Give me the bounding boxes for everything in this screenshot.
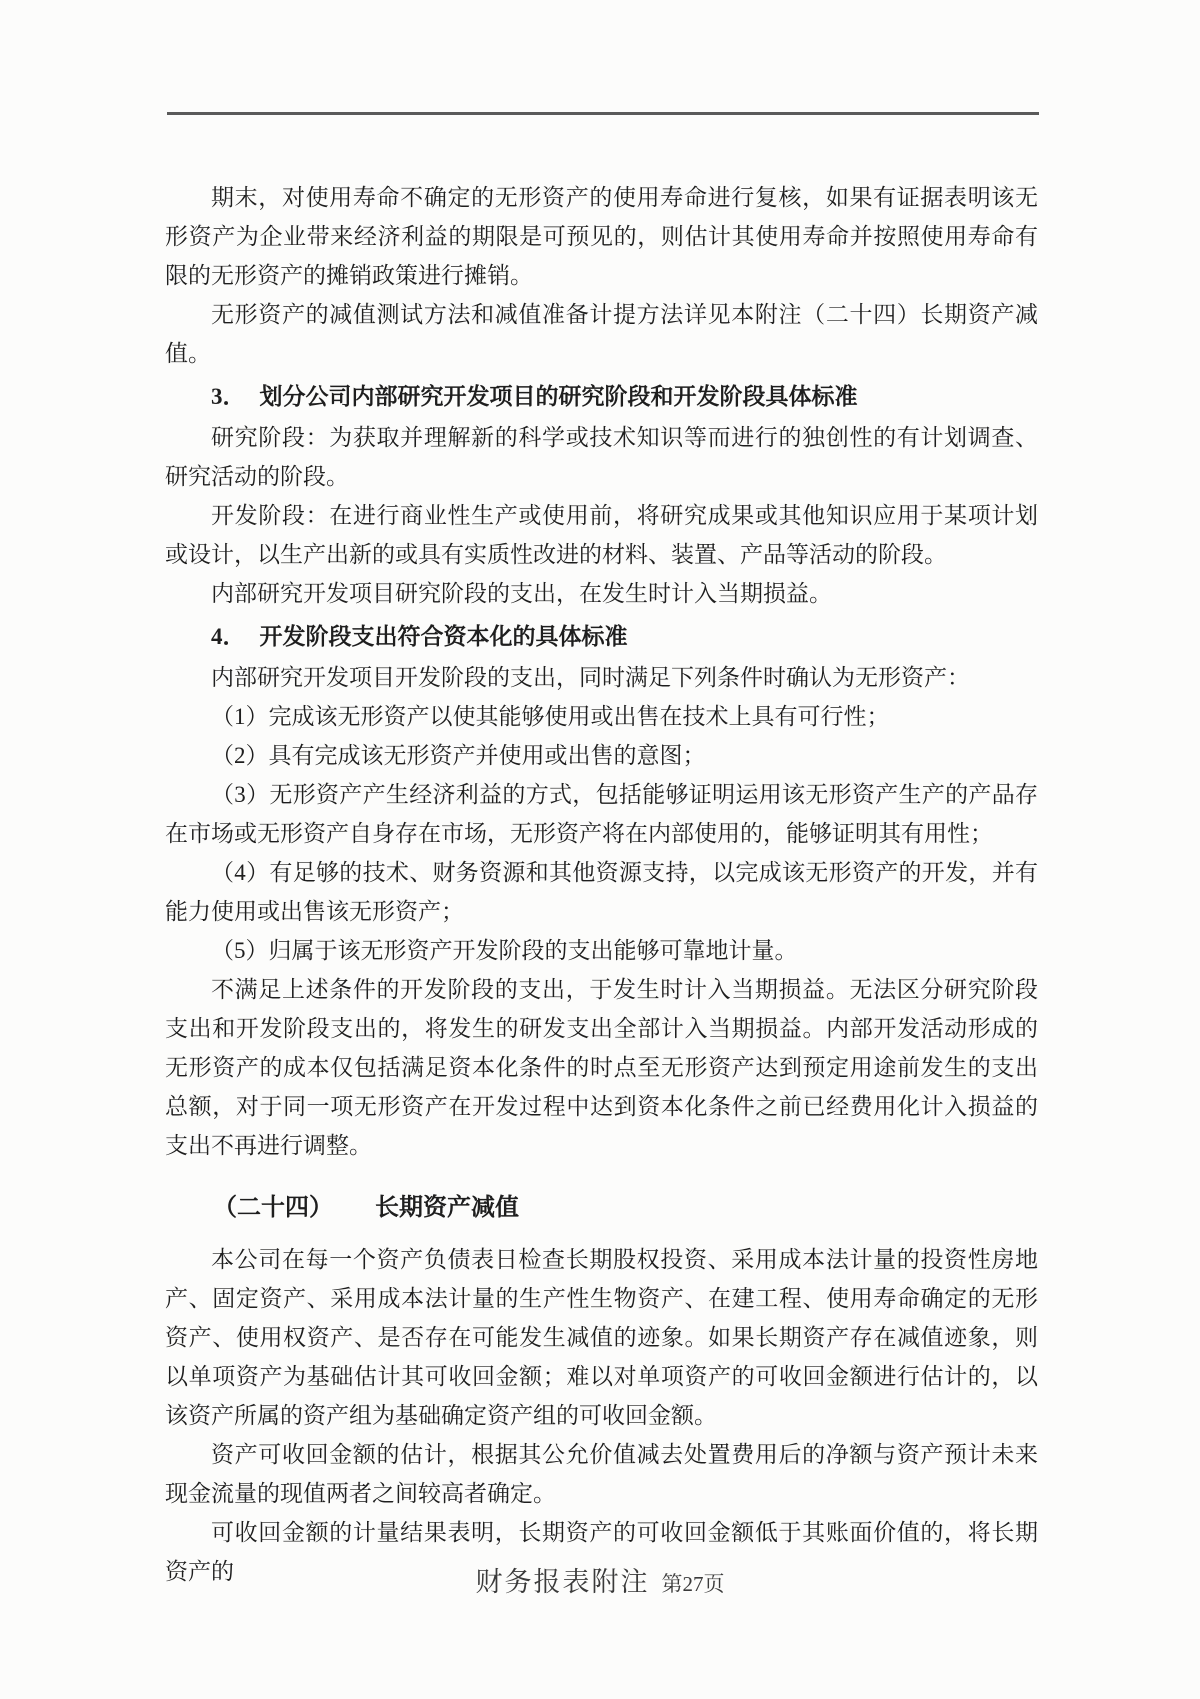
condition-item-1: （1）完成该无形资产以使其能够使用或出售在技术上具有可行性；: [211, 704, 890, 729]
paragraph-capitalization-intro: 内部研究开发项目开发阶段的支出，同时满足下列条件时确认为无形资产：: [211, 665, 970, 690]
paragraph-amortization-review: 期末，对使用寿命不确定的无形资产的使用寿命进行复核，如果有证据表明该无形资产为企业带来经济利益的期限是可预见的，则估计其使用寿命并按照使用寿命有限的无形资产的摊销政策进行摊销。: [165, 185, 1038, 288]
condition-item-4: （4）有足够的技术、财务资源和其他资源支持，以完成该无形资产的开发，并有能力使用或出售该无形资产；: [165, 860, 1038, 924]
paragraph-impairment-reference: 无形资产的减值测试方法和减值准备计提方法详见本附注（二十四）长期资产减值。: [165, 302, 1038, 366]
footer-page-number: 第27页: [661, 1572, 725, 1596]
section-heading-24: [165, 1189, 1038, 1228]
condition-item-3: （3）无形资产产生经济利益的方式，包括能够证明运用该无形资产生产的产品存在市场或无形资产自身存在市场，无形资产将在内部使用的，能够证明其有用性；: [165, 782, 1038, 846]
paragraph-development-stage: 开发阶段：在进行商业性生产或使用前，将研究成果或其他知识应用于某项计划或设计，以生产出新的或具有实质性改进的材料、装置、产品等活动的阶段。: [165, 503, 1038, 567]
header-rule: [167, 112, 1039, 115]
heading-item-3-number: 3．: [211, 384, 246, 409]
condition-item-5: （5）归属于该无形资产开发阶段的支出能够可靠地计量。: [211, 938, 798, 963]
heading-item-4-title: 开发阶段支出符合资本化的具体标准: [259, 624, 628, 649]
page-footer: [0, 1560, 1200, 1599]
paragraph-research-expenditure: 内部研究开发项目研究阶段的支出，在发生时计入当期损益。: [211, 581, 832, 606]
section-heading-24-number: （二十四）: [213, 1195, 333, 1221]
heading-item-4: [165, 617, 1038, 656]
paragraph-recoverable-amount-estimate: 资产可收回金额的估计，根据其公允价值减去处置费用后的净额与资产预计未来现金流量的现值两者之间较高者确定。: [165, 1442, 1038, 1506]
paragraph-research-stage: 研究阶段：为获取并理解新的科学或技术知识等而进行的独创性的有计划调查、研究活动的阶段。: [165, 425, 1038, 489]
paragraph-impairment-check: 本公司在每一个资产负债表日检查长期股权投资、采用成本法计量的投资性房地产、固定资产、采用成本法计量的生产性生物资产、在建工程、使用寿命确定的无形资产、使用权资产、是否存在可能发生减值的迹象。如果长期资产存在减值迹象，则以单项资产为基础估计其可收回金额；难以对单项资产的可收回金额进行估计的，以该资产所属的资产组为基础确定资产组的可收回金额。: [165, 1247, 1038, 1428]
heading-item-3: [165, 377, 1038, 416]
heading-item-3-title: 划分公司内部研究开发项目的研究阶段和开发阶段具体标准: [259, 384, 858, 409]
heading-item-4-number: 4．: [211, 624, 246, 649]
paragraph-expense-treatment: 不满足上述条件的开发阶段的支出，于发生时计入当期损益。无法区分研究阶段支出和开发阶段支出的，将发生的研发支出全部计入当期损益。内部开发活动形成的无形资产的成本仅包括满足资本化条件的时点至无形资产达到预定用途前发生的支出总额，对于同一项无形资产在开发过程中达到资本化条件之前已经费用化计入损益的支出不再进行调整。: [165, 977, 1038, 1158]
paragraph-recoverable-amount-result: 可收回金额的计量结果表明，长期资产的可收回金额低于其账面价值的，将长期资产的: [165, 1520, 1038, 1584]
condition-item-2: （2）具有完成该无形资产并使用或出售的意图；: [211, 743, 706, 768]
document-body: [165, 178, 1038, 1591]
footer-title: 财务报表附注: [475, 1567, 650, 1597]
section-heading-24-title: 长期资产减值: [375, 1195, 519, 1221]
